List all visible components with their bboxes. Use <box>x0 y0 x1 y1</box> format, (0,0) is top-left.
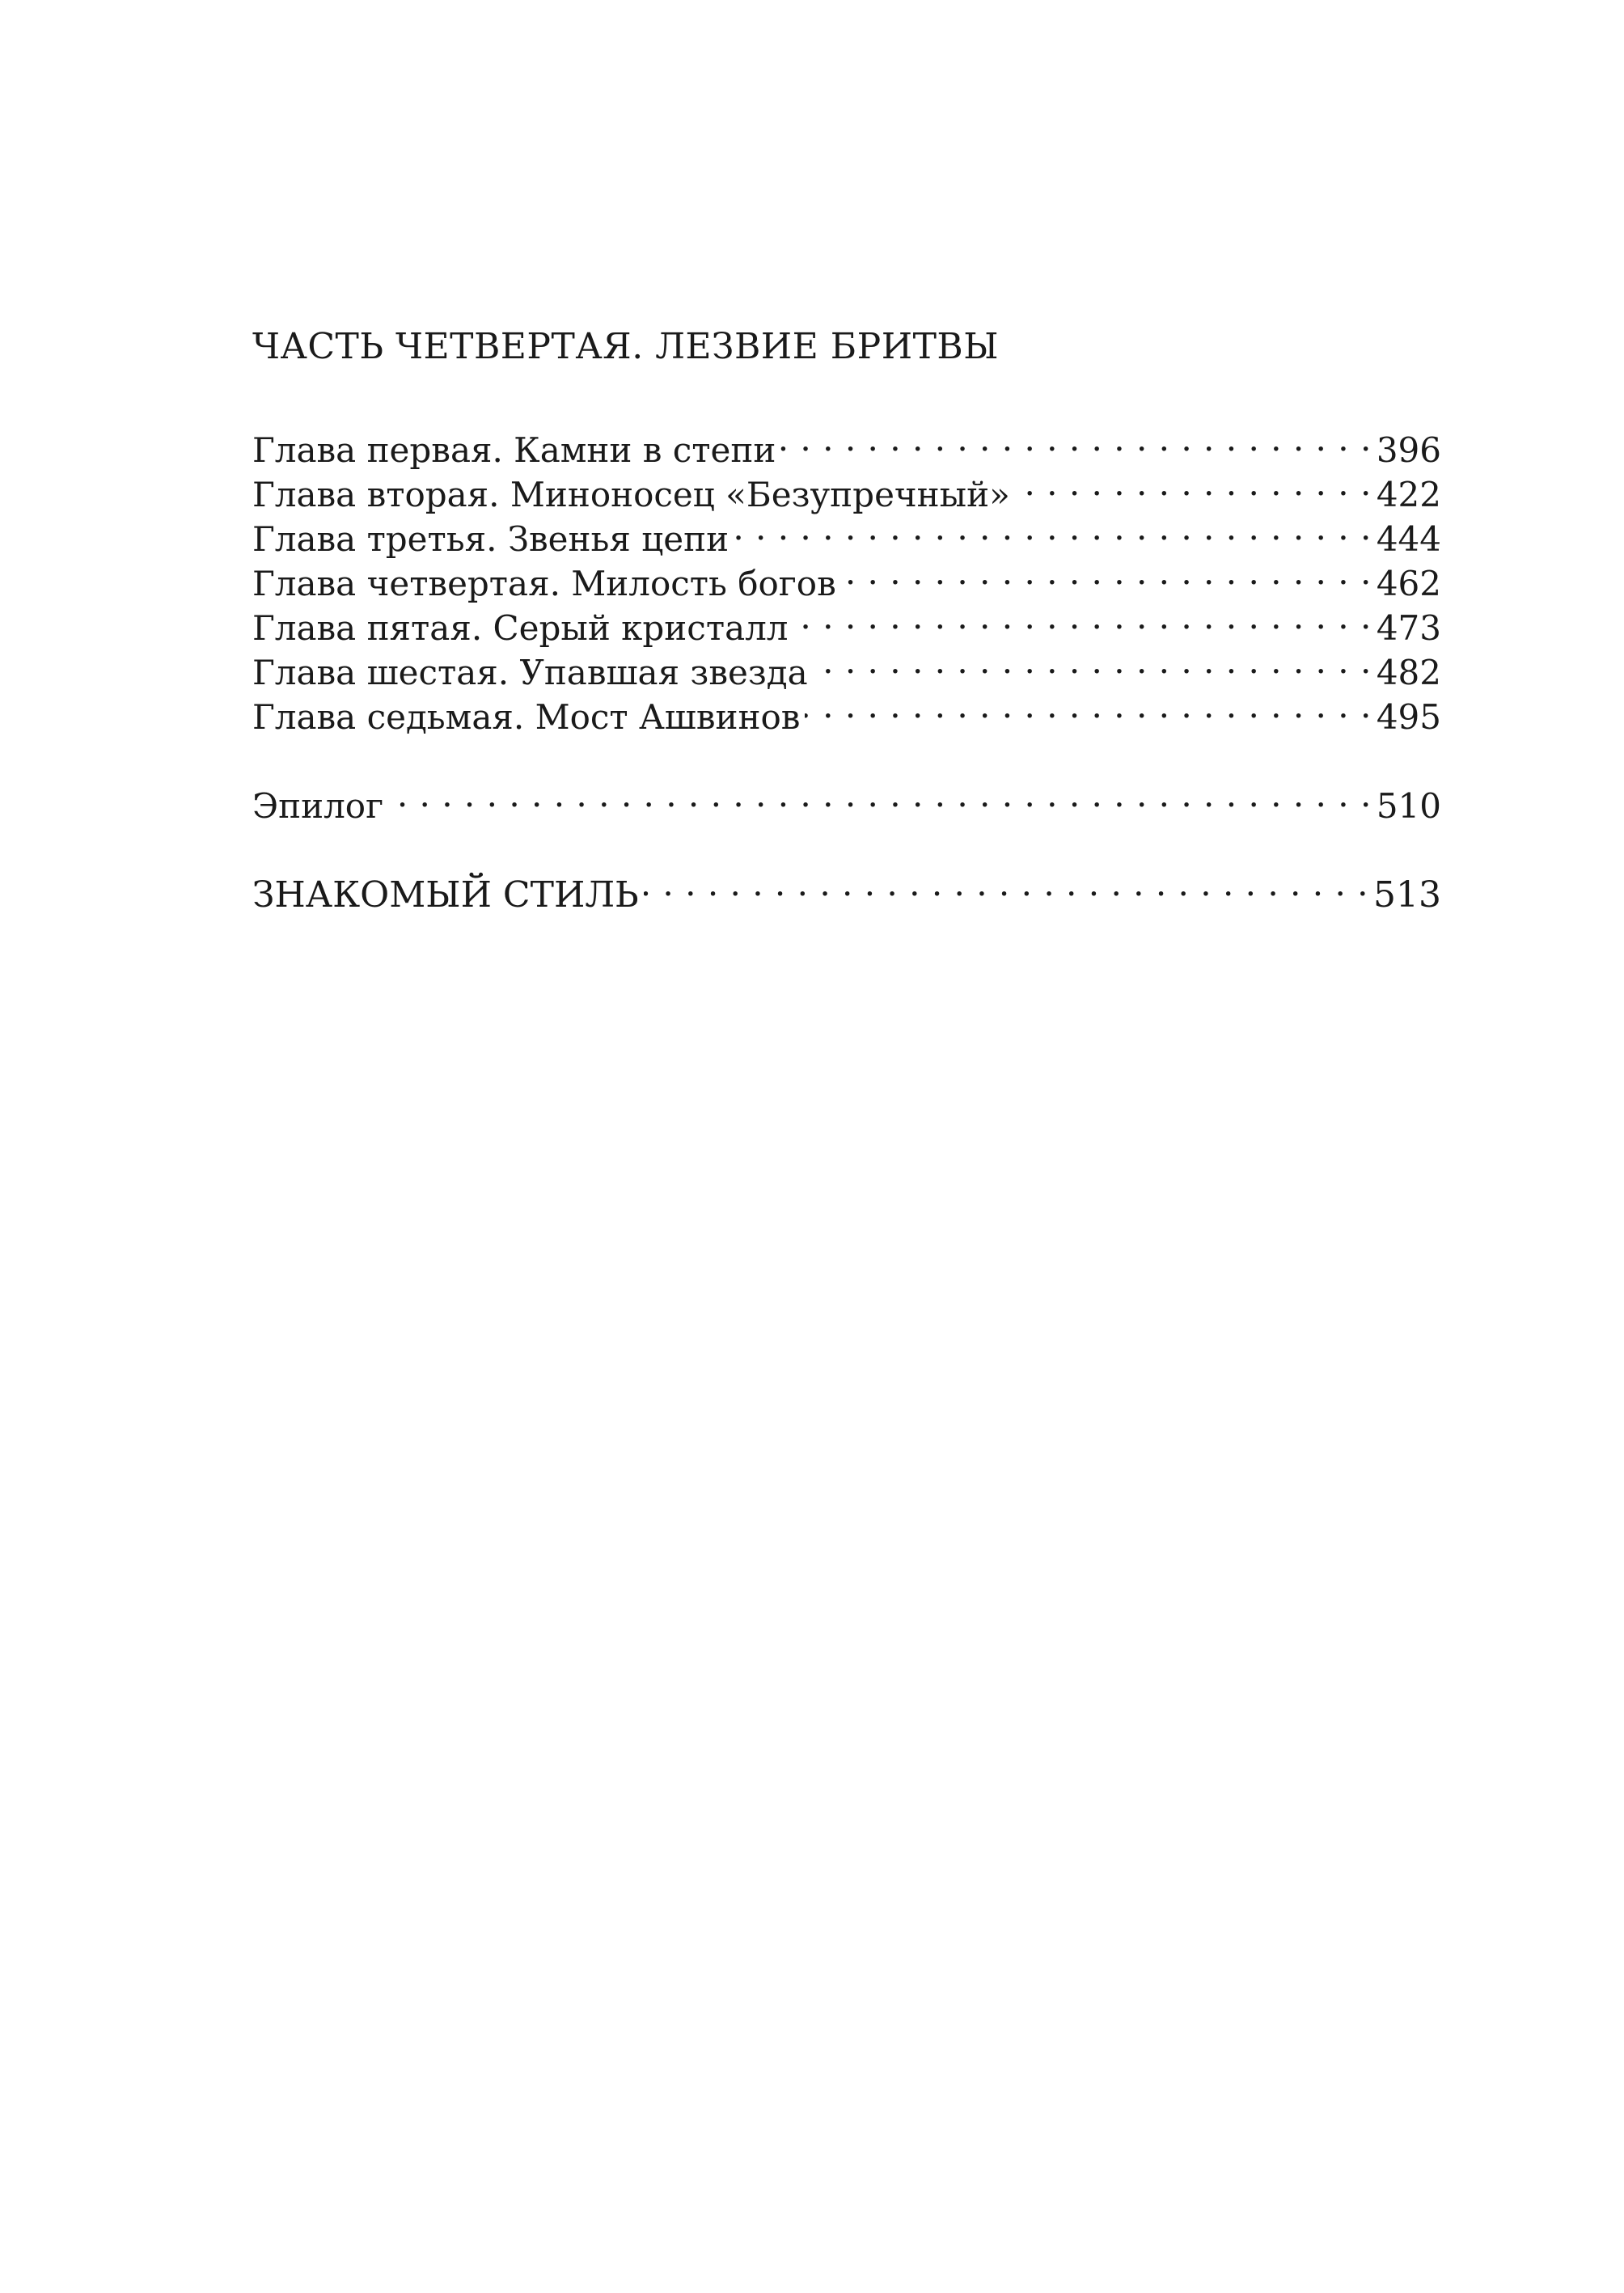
toc-entry-title: Глава пятая. Серый кристалл <box>252 608 789 648</box>
toc-entry <box>252 594 1441 648</box>
toc-entry-title: Глава вторая. Миноносец «Безупречный» <box>252 475 1010 514</box>
toc-entry <box>252 506 1441 559</box>
toc-leader-dots <box>793 594 1371 640</box>
toc-entry-page: 482 <box>1376 653 1441 692</box>
toc-entry-title: ЗНАКОМЫЙ СТИЛЬ <box>252 874 639 916</box>
toc-leader-dots <box>1015 461 1372 506</box>
toc-entry-title: Эпилог <box>252 786 384 826</box>
toc-leader-dots <box>780 417 1371 462</box>
toc-entry-page: 510 <box>1376 786 1441 826</box>
toc-entry-title: Глава седьмая. Мост Ашвинов <box>252 697 801 737</box>
toc-entry <box>252 550 1441 603</box>
toc-entry-page: 513 <box>1373 874 1441 916</box>
toc-leader-dots <box>644 861 1368 907</box>
toc-entry-title: Глава третья. Звенья цепи <box>252 519 730 559</box>
toc-entry-page: 396 <box>1376 430 1441 470</box>
toc-leader-dots <box>813 639 1372 684</box>
toc-entry <box>252 683 1441 737</box>
toc-entry-appendix <box>252 861 1441 916</box>
toc-entry <box>252 461 1441 514</box>
toc-entry-title: Глава четвертая. Милость богов <box>252 564 836 603</box>
toc-entry-epilogue <box>252 772 1441 826</box>
toc-leader-dots <box>388 772 1372 818</box>
toc-entry-title: Глава первая. Камни в степи <box>252 430 776 470</box>
toc-leader-dots <box>841 550 1372 595</box>
toc-entry-page: 473 <box>1376 608 1441 648</box>
toc-leader-dots <box>805 683 1371 729</box>
part-heading: ЧАСТЬ ЧЕТВЕРТАЯ. ЛЕЗВИЕ БРИТВЫ <box>252 326 1000 367</box>
toc-entry-page: 422 <box>1376 475 1441 514</box>
toc-entry <box>252 639 1441 692</box>
toc-entry-title: Глава шестая. Упавшая звезда <box>252 653 808 692</box>
toc-entry-page: 462 <box>1376 564 1441 603</box>
toc-entry-page: 495 <box>1376 697 1441 737</box>
toc-leader-dots <box>734 506 1372 551</box>
toc-entry-page: 444 <box>1376 519 1441 559</box>
toc-entry <box>252 417 1441 470</box>
